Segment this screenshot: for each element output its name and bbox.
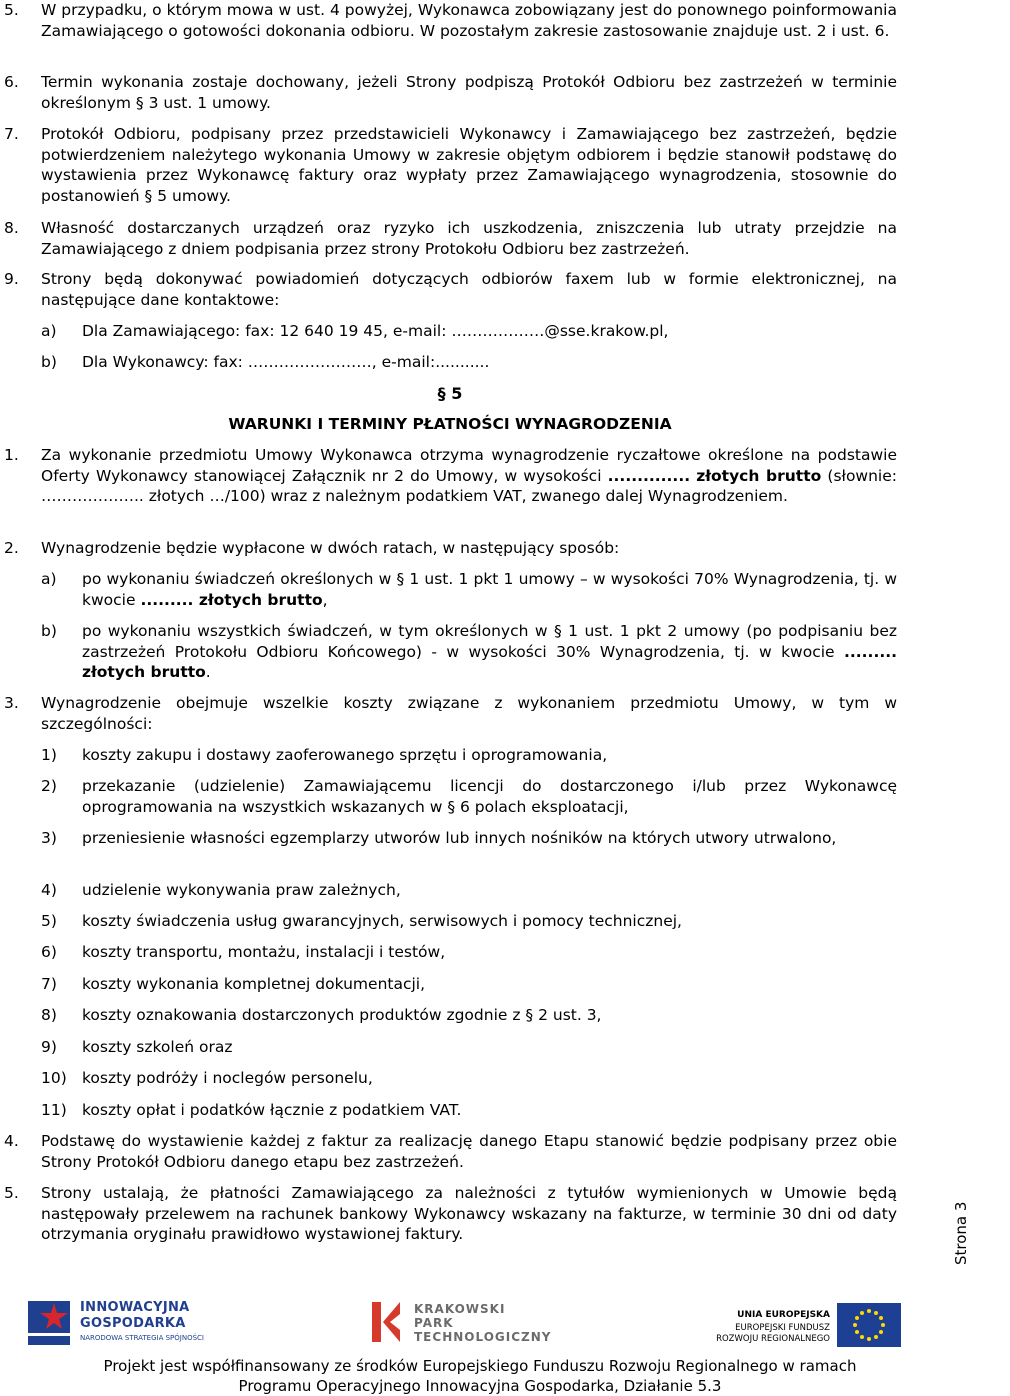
eu-line-2: EUROPEJSKI FUNDUSZ xyxy=(735,1323,830,1333)
paragraph-text: Strony będą dokonywać powiadomień dotyczących odbiorów faxem lub w formie elektronicznej, na następujące dane kontaktowe: xyxy=(41,270,897,309)
section-number: § 5 xyxy=(437,384,463,403)
paragraph-number: 4. xyxy=(4,1132,19,1150)
kpt-line-2: PARK xyxy=(414,1316,454,1330)
contact-text: Dla Wykonawcy: fax: ……………………, e-mail:........... xyxy=(82,353,490,371)
eu-flag-icon xyxy=(837,1303,901,1347)
cost-label: 2) xyxy=(41,777,57,795)
cost-label: 8) xyxy=(41,1006,57,1024)
paragraph-number: 5. xyxy=(4,1184,19,1202)
text-part: po wykonaniu świadczeń określonych w § 1 ust. 1 pkt 1 umowy – w wysokości 70% Wynagrodzenia, tj. w kwocie xyxy=(82,570,897,609)
cost-text: koszty świadczenia usług gwarancyjnych, serwisowych i pomocy technicznej, xyxy=(82,912,682,930)
amount-unit: złotych brutto xyxy=(696,466,822,485)
contact-label: b) xyxy=(41,353,57,371)
cost-text: przeniesienie własności egzemplarzy utworów lub innych nośników na których utwory utrwalono, xyxy=(82,829,837,847)
cost-label: 7) xyxy=(41,975,57,993)
cost-label: 6) xyxy=(41,943,57,961)
paragraph-number: 7. xyxy=(4,125,19,143)
paragraph-number: 6. xyxy=(4,73,19,91)
ig-line-3: NARODOWA STRATEGIA SPÓJNOŚCI xyxy=(80,1334,204,1342)
amount: ......... złotych brutto xyxy=(140,590,323,609)
cost-label: 11) xyxy=(41,1101,67,1119)
footer-line-1: Projekt jest współfinansowany ze środków Europejskiego Funduszu Rozwoju Regionalnego w ramach xyxy=(103,1357,857,1375)
text-part: , xyxy=(322,590,328,609)
cost-label: 10) xyxy=(41,1069,67,1087)
paragraph-number: 9. xyxy=(4,270,19,288)
contact-label: a) xyxy=(41,322,57,340)
text-part: (słownie: ……………….. złotych …/100) wraz z należnym podatkiem VAT, zwanego dalej Wynagrodzeniem. xyxy=(41,466,897,506)
contact-text: Dla Zamawiającego: fax: 12 640 19 45, e-mail: ………………@sse.krakow.pl, xyxy=(82,322,669,340)
cost-label: 9) xyxy=(41,1038,57,1056)
page-number-label: Strona 3 xyxy=(952,1201,970,1265)
ig-line-1: INNOWACYJNA xyxy=(80,1300,190,1315)
paragraph-text: Strony ustalają, że płatności Zamawiającego za należności z tytułów wymienionych w Umowie będą następowały przelewem na rachunek bankowy Wykonawcy wskazany na fakturze, w terminie 30 dni od daty otrzymania oryginału prawidłowo wystawionej faktury. xyxy=(41,1184,897,1244)
cost-label: 4) xyxy=(41,881,57,899)
cost-text: koszty wykonania kompletnej dokumentacji, xyxy=(82,975,426,993)
cost-text: koszty szkoleń oraz xyxy=(82,1038,233,1056)
paragraph-number: 1. xyxy=(4,446,19,464)
installment-label: b) xyxy=(41,622,57,640)
paragraph-number: 5. xyxy=(4,1,19,19)
paragraph-text: Protokół Odbioru, podpisany przez przedstawicieli Wykonawcy i Zamawiającego bez zastrzeżeń, będzie potwierdzeniem należytego wykonania Umowy w zakresie objętym odbiorem i będzie stanowił podstawę do wystawienia przez Wykonawcę faktury oraz wypłaty przez Zamawiającego wynagrodzenia, stosownie do postanowień § 5 umowy. xyxy=(41,125,897,205)
footer-line-2: Programu Operacyjnego Innowacyjna Gospodarka, Działanie 5.3 xyxy=(238,1377,722,1395)
cost-label: 5) xyxy=(41,912,57,930)
ig-line-2: GOSPODARKA xyxy=(80,1316,186,1331)
eu-line-3: ROZWOJU REGIONALNEGO xyxy=(716,1334,830,1344)
ig-star-icon xyxy=(26,1297,74,1349)
paragraph-number: 8. xyxy=(4,219,19,237)
cost-text: koszty transportu, montażu, instalacji i testów, xyxy=(82,943,446,961)
cost-label: 3) xyxy=(41,829,57,847)
amount: ......... złotych brutto xyxy=(82,642,897,682)
paragraph-text: W przypadku, o którym mowa w ust. 4 powyżej, Wykonawca zobowiązany jest do ponownego poinformowania Zamawiającego o gotowości dokonania odbioru. W pozostałym zakresie zastosowanie znajduje ust. 2 i ust. 6. xyxy=(41,1,897,40)
kpt-line-3: TECHNOLOGICZNY xyxy=(414,1330,552,1344)
innowacyjna-gospodarka-logo xyxy=(26,1297,216,1349)
installment-text xyxy=(82,621,897,683)
cost-text: przekazanie (udzielenie) Zamawiającemu licencji do dostarczonego i/lub przez Wykonawcę oprogramowania na wszystkich wskazanych w § 6 polach eksploatacji, xyxy=(82,777,897,816)
cost-text: koszty opłat i podatków łącznie z podatkiem VAT. xyxy=(82,1101,462,1119)
installment-label: a) xyxy=(41,570,57,588)
text-part: po wykonaniu wszystkich świadczeń, w tym określonych w § 1 ust. 1 pkt 2 umowy (po podpisaniu bez zastrzeżeń Protokołu Odbioru Końcowego) - w wysokości 30% Wynagrodzenia, tj. w kwocie xyxy=(82,622,897,661)
text-part: . xyxy=(205,663,211,682)
paragraph-number: 2. xyxy=(4,539,19,557)
kpt-logo xyxy=(370,1300,550,1348)
eu-logo xyxy=(705,1303,935,1349)
paragraph-text: Wynagrodzenie obejmuje wszelkie koszty związane z wykonaniem przedmiotu Umowy, w tym w szczególności: xyxy=(41,694,897,733)
amount-blank: .............. xyxy=(607,466,691,485)
kpt-mark-icon xyxy=(370,1300,404,1344)
kpt-line-1: KRAKOWSKI xyxy=(414,1302,506,1316)
cost-text: koszty podróży i noclegów personelu, xyxy=(82,1069,373,1087)
cost-text: koszty zakupu i dostawy zaoferowanego sprzętu i oprogramowania, xyxy=(82,746,608,764)
text-part: Za wykonanie przedmiotu Umowy Wykonawca otrzyma wynagrodzenie ryczałtowe określone na podstawie Oferty Wykonawcy stanowiącej Załącznik nr 2 do Umowy, w wysokości xyxy=(41,446,897,485)
paragraph-text: Podstawę do wystawienie każdej z faktur za realizację danego Etapu stanowić będzie podpisany przez obie Strony Protokół Odbioru danego etapu bez zastrzeżeń. xyxy=(41,1132,897,1171)
cost-text: koszty oznakowania dostarczonych produktów zgodnie z § 2 ust. 3, xyxy=(82,1006,602,1024)
paragraph-text: Wynagrodzenie będzie wypłacone w dwóch ratach, w następujący sposób: xyxy=(41,539,620,557)
funding-footer xyxy=(0,1356,1010,1396)
paragraph-number: 3. xyxy=(4,694,19,712)
paragraph-text: Termin wykonania zostaje dochowany, jeżeli Strony podpiszą Protokół Odbioru bez zastrzeżeń w terminie określonym § 3 ust. 1 umowy. xyxy=(41,73,897,112)
paragraph-text xyxy=(41,445,897,507)
paragraph-text: Własność dostarczanych urządzeń oraz ryzyko ich uszkodzenia, zniszczenia lub utraty przejdzie na Zamawiającego z dniem podpisania przez strony Protokołu Odbioru bez zastrzeżeń. xyxy=(41,219,897,258)
cost-text: udzielenie wykonywania praw zależnych, xyxy=(82,881,401,899)
section-title: WARUNKI I TERMINY PŁATNOŚCI WYNAGRODZENIA xyxy=(228,415,672,433)
cost-label: 1) xyxy=(41,746,57,764)
installment-text xyxy=(82,569,897,610)
eu-line-1: UNIA EUROPEJSKA xyxy=(737,1310,830,1320)
